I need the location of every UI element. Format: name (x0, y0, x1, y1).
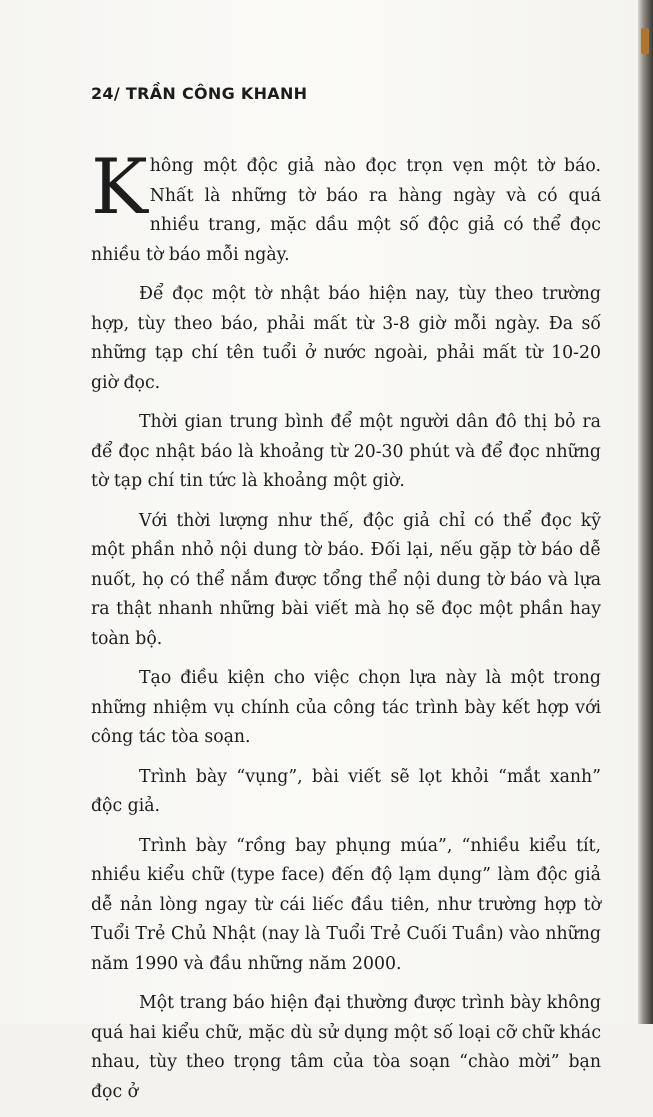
running-header: 24/ TRẦN CÔNG KHANH (91, 84, 308, 103)
page-number: 24 (91, 84, 114, 103)
paragraph-5: Tạo điều kiện cho việc chọn lựa này là một trong những nhiệm vụ chính của công tác trình bày kết hợp với công tác tòa soạn. (91, 668, 601, 747)
paragraph-8: Một trang báo hiện đại thường được trình bày không quá hai kiểu chữ, mặc dù sử dụng một số loại cỡ chữ khác nhau, tùy theo trọng tâm của tòa soạn “chào mời” bạn đọc ở (91, 993, 601, 1102)
paragraph-1-text: hông một độc giả nào đọc trọn vẹn một tờ báo. Nhất là những tờ báo ra hàng ngày và có quá nhiều trang, mặc dầu một số độc giả có thể đọc nhiều tờ báo mỗi ngày. (91, 156, 601, 265)
paragraph-6: Trình bày “vụng”, bài viết sẽ lọt khỏi “mắt xanh” độc giả. (91, 766, 601, 816)
author-name: TRẦN CÔNG KHANH (125, 84, 308, 103)
paragraph-3: Thời gian trung bình để một người dân đô thị bỏ ra để đọc nhật báo là khoảng từ 20-30 phút và để đọc những tờ tạp chí tin tức là khoảng một giờ. (91, 412, 601, 491)
body-text (91, 142, 601, 1117)
book-spine-edge (638, 0, 653, 1024)
paragraph-4: Với thời lượng như thế, độc giả chỉ có thể đọc kỹ một phần nhỏ nội dung tờ báo. Đối lại, nếu gặp tờ báo dễ nuốt, họ có thể nắm được tổng thể nội dung tờ báo và lựa ra thật nhanh những bài viết mà họ sẽ đọc một phần hay toàn bộ. (91, 510, 601, 649)
paragraph-1 (91, 142, 601, 270)
paragraph-7: Trình bày “rồng bay phụng múa”, “nhiều kiểu tít, nhiều kiểu chữ (type face) đến độ lạm dụng” làm độc giả dễ nản lòng ngay từ cái liếc đầu tiên, như trường hợp tờ Tuổi Trẻ Chủ Nhật (nay là Tuổi Trẻ Cuối Tuần) vào những năm 1990 và đầu những năm 2000. (91, 835, 601, 974)
drop-cap: K (91, 142, 148, 231)
bookmark-tab (641, 28, 649, 54)
paragraph-2: Để đọc một tờ nhật báo hiện nay, tùy theo trường hợp, tùy theo báo, phải mất từ 3-8 giờ mỗi ngày. Đa số những tạp chí tên tuổi ở nước ngoài, phải mất từ 10-20 giờ đọc. (91, 284, 601, 393)
